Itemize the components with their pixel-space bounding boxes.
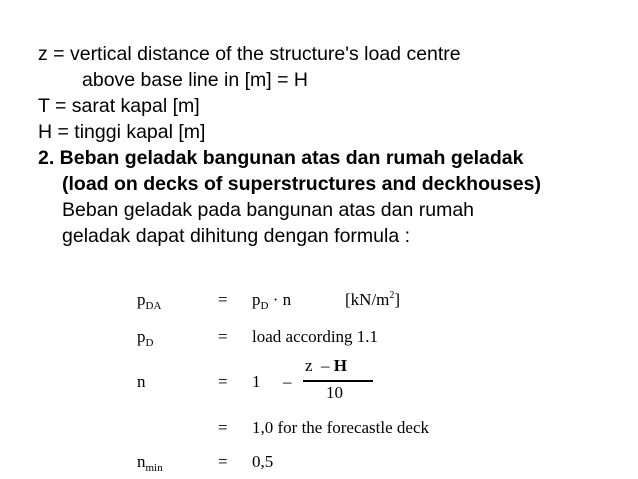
- formula-pd-lhs: $p_D$: [137, 327, 154, 349]
- formula-eq-4: =: [218, 418, 228, 437]
- formula-forecastle: 1,0 for the forecastle deck: [252, 418, 429, 437]
- description-line-1: Beban geladak pada bangunan atas dan rumah: [62, 199, 475, 221]
- section-heading: 2. Beban geladak bangunan atas dan rumah geladak: [38, 147, 524, 169]
- formula-n-lhs: n: [137, 372, 146, 391]
- formula-numerator: z – H: [305, 356, 348, 375]
- formula-pda-rhs: $p_D \cdot n$: [252, 290, 292, 312]
- formula-eq-1: =: [218, 290, 228, 309]
- formula-eq-5: =: [218, 452, 228, 471]
- formula-nmin-lhs: $n_{min}$: [137, 452, 163, 474]
- description-line-2: geladak dapat dihitung dengan formula :: [62, 225, 411, 247]
- formula-unit: $[kN/m^2]$: [345, 290, 401, 309]
- h-definition: H = tinggi kapal [m]: [38, 121, 206, 143]
- formula-nmin-value: 0,5: [252, 452, 274, 471]
- formula-eq-3: =: [218, 372, 228, 391]
- t-definition: T = sarat kapal [m]: [38, 95, 200, 117]
- section-heading-english: (load on decks of superstructures and deckhouses): [62, 173, 541, 195]
- formula-minus: –: [283, 372, 292, 391]
- formula-denominator: 10: [326, 383, 343, 402]
- formula-pd-rhs: load according 1.1: [252, 327, 379, 346]
- formula-one: 1: [252, 372, 261, 391]
- formula-pda-lhs: $p_{DA}$: [137, 290, 162, 312]
- fraction-bar: [303, 380, 373, 382]
- z-definition-line-2: above base line in [m] = H: [82, 69, 309, 91]
- z-definition-line-1: z = vertical distance of the structure's load centre: [38, 43, 461, 65]
- formula-eq-2: =: [218, 327, 228, 346]
